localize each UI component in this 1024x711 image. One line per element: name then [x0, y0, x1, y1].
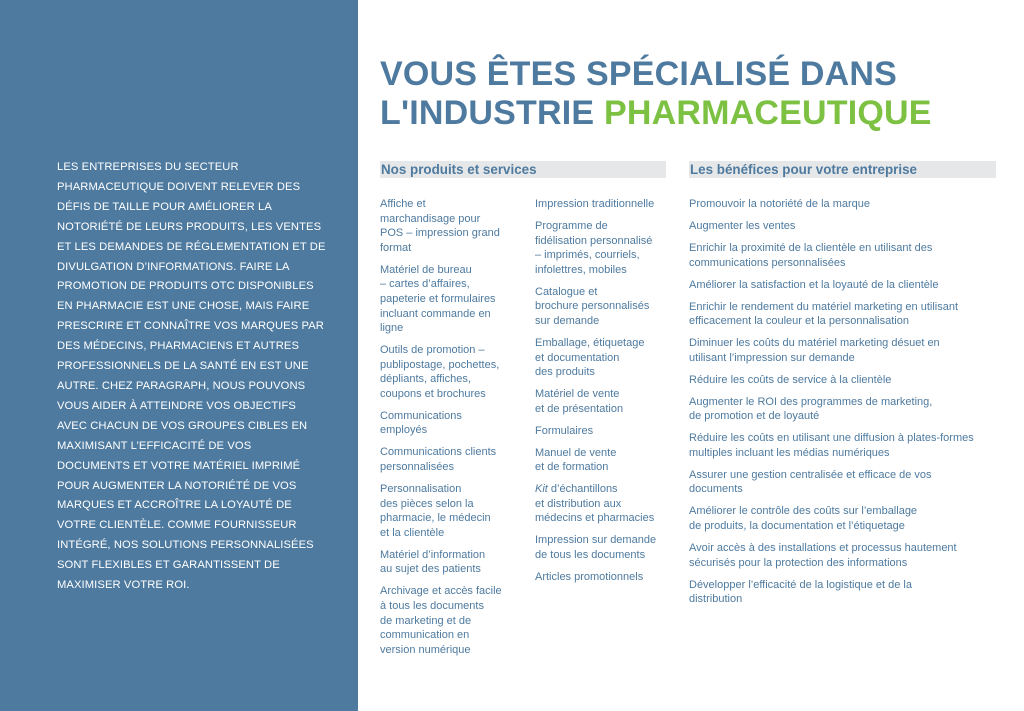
list-item: Diminuer les coûts du matériel marketing désuet en utilisant l’impression sur demande	[689, 337, 940, 364]
list-item: Programme de fidélisation personnalisé – imprimés, courriels, infolettres, mobiles	[535, 219, 653, 276]
list-item: Personnalisation des pièces selon la pharmacie, le médecin et la clientèle	[380, 483, 491, 539]
title-line-2-prefix: L'INDUSTRIE	[380, 94, 604, 132]
title-line-2	[380, 94, 932, 133]
list-item: Avoir accès à des installations et processus hautement sécurisés pour la protection des informations	[689, 541, 957, 569]
list-item: Augmenter le ROI des programmes de marketing, de promotion et de loyauté	[689, 395, 933, 423]
list-item: Impression sur demande de tous les documents	[535, 534, 657, 561]
benefits-list	[689, 197, 999, 614]
list-item: Réduire les coûts de service à la clientèle	[689, 373, 892, 386]
list-item: Emballage, étiquetage et documentation des produits	[535, 336, 645, 379]
kit-word: Kit	[535, 483, 548, 496]
list-item: Impression traditionnelle	[535, 198, 655, 210]
page-title	[380, 55, 932, 133]
kit-item-text: d’échantillons et distribution aux médecins et pharmacies	[535, 483, 655, 525]
list-item: Réduire les coûts en utilisant une diffusion à plates-formes multiples incluant les médias numériques	[689, 432, 974, 459]
title-line-1: VOUS ÊTES SPÉCIALISÉ DANS	[380, 55, 897, 93]
intro-paragraph: LES ENTREPRISES DU SECTEUR PHARMACEUTIQUE DOIVENT RELEVER DES DÉFIS DE TAILLE POUR AMÉLIORER LA NOTORIÉTÉ DE LEURS PRODUITS, LES VENTES ET LES DEMANDES DE RÉGLEMENTATION ET DE DIVULGATION D’INFORMATIONS. FAIRE LA PROMOTION DE PRODUITS OTC DISPONIBLES EN PHARMACIE EST UNE CHOSE, MAIS FAIRE PRESCRIRE ET CONNAÎTRE VOS MARQUES PAR DES MÉDECINS, PHARMACIENS ET AUTRES PROFESSIONNELS DE LA SANTÉ EN EST UNE AUTRE. CHEZ PARAGRAPH, NOUS POUVONS VOUS AIDER À ATTEINDRE VOS OBJECTIFS AVEC CHACUN DE VOS GROUPES CIBLES EN MAXIMISANT L’EFFICACITÉ DE VOS DOCUMENTS ET VOTRE MATÉRIEL IMPRIMÉ POUR AUGMENTER LA NOTORIÉTÉ DE VOS MARQUES ET ACCROÎTRE LA LOYAUTÉ DE VOTRE CLIENTÈLE. COMME FOURNISSEUR INTÉGRÉ, NOS SOLUTIONS PERSONNALISÉES SONT FLEXIBLES ET GARANTISSENT DE MAXIMISER VOTRE ROI.	[57, 161, 326, 592]
list-item: Enrichir la proximité de la clientèle en utilisant des communications personnalisées	[689, 241, 933, 269]
list-item: Matériel d’information au sujet des patients	[380, 548, 486, 576]
list-item: Augmenter les ventes	[689, 219, 796, 232]
list-item: Outils de promotion – publipostage, pochettes, dépliants, affiches, coupons et brochures	[380, 344, 500, 400]
list-item: Archivage et accès facile à tous les documents de marketing et de communication en version numérique	[380, 585, 502, 656]
products-list-col2	[535, 197, 670, 592]
benefits-heading: Les bénéfices pour votre entreprise	[689, 161, 996, 178]
list-item: Matériel de bureau – cartes d’affaires, papeterie et formulaires incluant commande en ligne	[380, 263, 496, 335]
list-item: Promouvoir la notoriété de la marque	[689, 198, 870, 210]
list-item: Assurer une gestion centralisée et efficace de vos documents	[689, 468, 932, 496]
list-item: Enrichir le rendement du matériel marketing en utilisant efficacement la couleur et la personnalisation	[689, 300, 959, 328]
list-item: Catalogue et brochure personnalisés sur demande	[535, 285, 650, 327]
list-item: Formulaires	[535, 424, 594, 437]
list-item: Améliorer la satisfaction et la loyauté de la clientèle	[689, 278, 939, 291]
title-accent-word: PHARMACEUTIQUE	[603, 94, 932, 132]
list-item-kit	[535, 482, 670, 526]
list-item: Améliorer le contrôle des coûts sur l’emballage de produits, la documentation et l’étiquetage	[689, 505, 918, 532]
products-list-col1	[380, 197, 528, 665]
list-item: Articles promotionnels	[535, 570, 644, 583]
list-item: Matériel de vente et de présentation	[535, 388, 624, 415]
list-item: Communications clients personnalisées	[380, 446, 497, 474]
left-sidebar-panel	[0, 0, 358, 711]
products-heading: Nos produits et services	[380, 161, 666, 178]
list-item: Développer l’efficacité de la logistique et de la distribution	[689, 578, 912, 606]
list-item: Communications employés	[380, 409, 462, 437]
list-item: Affiche et marchandisage pour POS – impression grand format	[380, 198, 500, 254]
list-item: Manuel de vente et de formation	[535, 446, 617, 474]
